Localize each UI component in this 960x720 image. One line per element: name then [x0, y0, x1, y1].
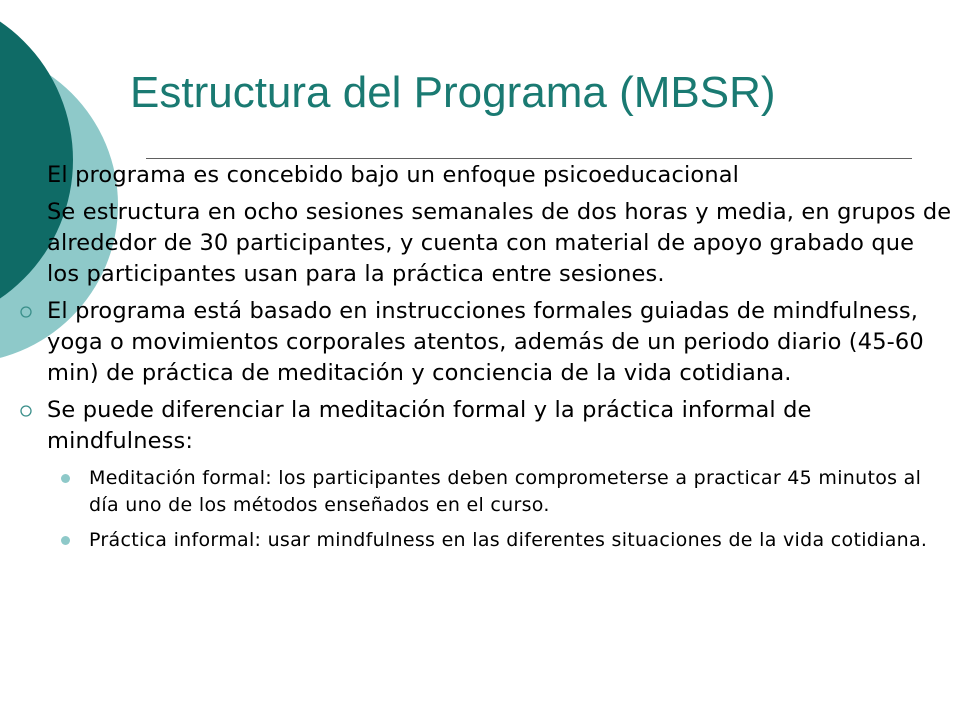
sub-bullet-item — [89, 465, 952, 519]
bullet-item — [20, 296, 952, 389]
filled-dot-bullet-icon — [61, 474, 70, 483]
sub-bullet-item — [89, 527, 952, 554]
bullet-text: El programa está basado en instrucciones formales guiadas de mindfulness, yoga o movimientos corporales atentos, además de un periodo diario (45-60 min) de práctica de meditación y conciencia de la vida cotidiana. — [47, 298, 924, 386]
sub-bullet-list — [20, 465, 952, 554]
sub-bullet-text: Meditación formal: los participantes deben comprometerse a practicar 45 minutos al día uno de los métodos enseñados en el curso. — [89, 467, 922, 516]
filled-dot-bullet-icon — [61, 536, 70, 545]
title-divider — [146, 158, 912, 159]
slide-body — [20, 160, 952, 554]
bullet-item — [20, 160, 952, 191]
sub-bullet-text: Práctica informal: usar mindfulness en las diferentes situaciones de la vida cotidiana. — [89, 529, 928, 551]
bullet-text: Se estructura en ocho sesiones semanales de dos horas y media, en grupos de alrededor de 30 participantes, y cuenta con material de apoyo grabado que los participantes usan para la práctica entre sesiones. — [47, 199, 952, 287]
bullet-item — [20, 197, 952, 290]
hollow-circle-bullet-icon — [20, 306, 32, 318]
hollow-circle-bullet-icon — [20, 405, 32, 417]
bullet-text: Se puede diferenciar la meditación formal y la práctica informal de mindfulness: — [47, 397, 812, 454]
bullet-text: El programa es concebido bajo un enfoque psicoeducacional — [47, 162, 740, 188]
slide-title: Estructura del Programa (MBSR) — [130, 68, 776, 117]
bullet-item — [20, 395, 952, 457]
